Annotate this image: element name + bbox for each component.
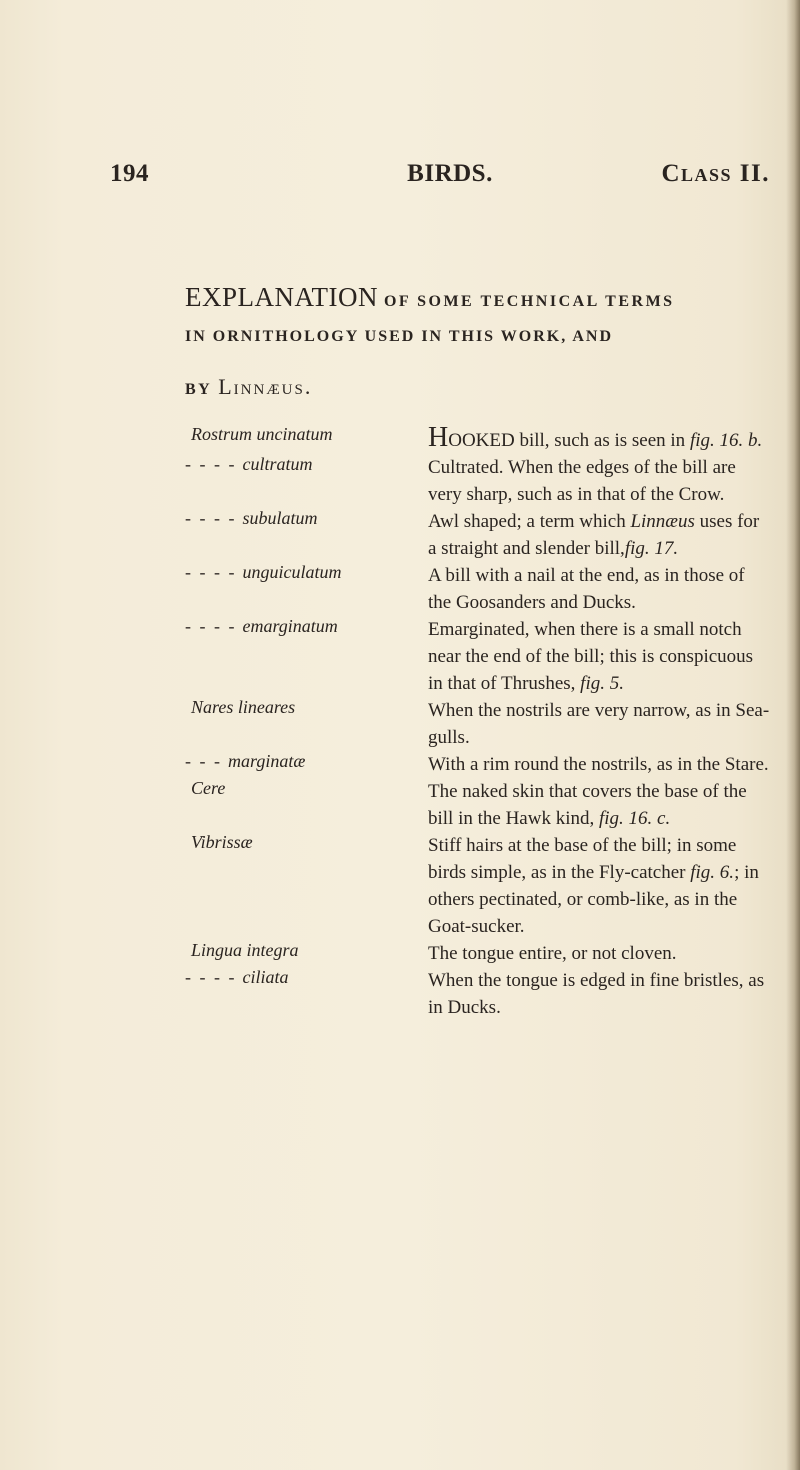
glossary-entry [185,562,770,616]
heading-by: BY [185,381,213,398]
entry-term: Vibrissæ [191,832,253,852]
entry-definition: When the tongue is edged in fine bristles, as in Ducks. [428,970,765,1018]
entry-definition: The naked skin that covers the base of the bill in the Hawk kind, fig. 16. c. [428,781,747,829]
page-number: 194 [110,160,149,187]
glossary-entry [185,508,770,562]
entry-definition: Awl shaped; a term which Linnæus uses for a straight and slender bill,fig. 17. [428,511,760,559]
glossary-entry [185,940,770,967]
glossary-entry [185,454,770,508]
running-title: BIRDS. [407,160,493,187]
entry-term: Cere [191,778,226,798]
glossary-entry [185,967,770,1021]
entry-term: Lingua integra [191,940,299,960]
entry-term: - - - - subulatum [185,508,318,528]
entry-definition: A bill with a nail at the end, as in those of the Goosanders and Ducks. [428,565,745,613]
entry-term: - - - - unguiculatum [185,562,342,582]
entry-definition: With a rim round the nostrils, as in the Stare. [428,754,769,775]
entry-definition: When the nostrils are very narrow, as in Sea-gulls. [428,700,770,748]
running-head [110,160,770,200]
page-edge-shadow [786,0,800,1470]
entry-term: - - - - cultratum [185,454,313,474]
entry-definition: Stiff hairs at the base of the bill; in some birds simple, as in the Fly-catcher fig. 6.; in others pectinated, or comb-like, as in the Goat-sucker. [428,835,759,937]
heading-explanation: EXPLANATION [185,282,378,312]
entry-definition: The tongue entire, or not cloven. [428,943,677,964]
entry-term: Rostrum uncinatum [191,424,333,444]
entry-term: - - - - ciliata [185,967,289,987]
glossary-entry [185,751,770,778]
heading-line-1 [185,282,765,328]
class-mark: Class II. [661,160,770,187]
glossary-entry [185,424,770,454]
glossary-entry [185,778,770,832]
glossary-entry [185,616,770,697]
entry-term: - - - - emarginatum [185,616,338,636]
entry-definition: Emarginated, when there is a small notch near the end of the bill; this is conspicuous in that of Thrushes, fig. 5. [428,619,754,694]
entry-term: - - - marginatæ [185,751,306,771]
section-heading [185,282,765,420]
heading-line-3 [185,374,765,420]
entry-definition: HOOKED bill, such as is seen in fig. 16. b. [428,422,763,453]
glossary-entries [185,424,770,1021]
heading-line-2: IN ORNITHOLOGY USED IN THIS WORK, AND [185,328,613,345]
entry-term: Nares lineares [191,697,296,717]
entry-definition: Cultrated. When the edges of the bill are very sharp, such as in that of the Crow. [428,457,736,505]
glossary-entry [185,832,770,940]
heading-line-1-rest: OF SOME TECHNICAL TERMS [383,293,675,310]
glossary-entry [185,697,770,751]
heading-linnaeus: Linnæus. [218,374,313,399]
